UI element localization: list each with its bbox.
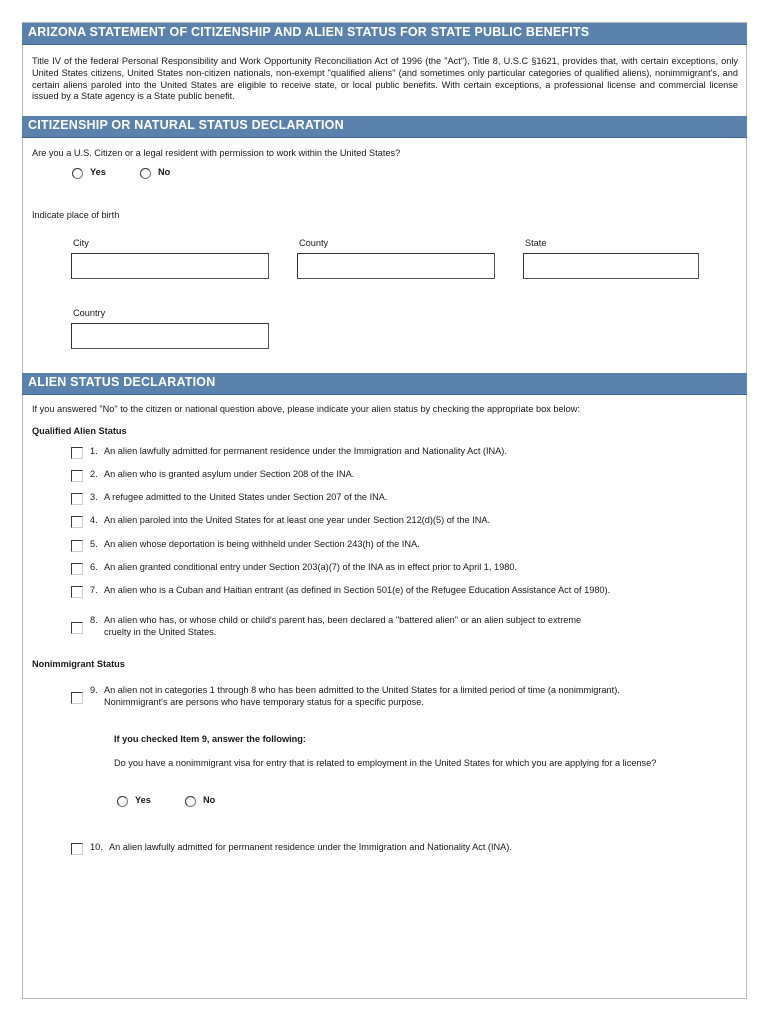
item-5-number: 5. — [90, 539, 98, 549]
item-10-checkbox[interactable] — [71, 843, 83, 855]
item-9-text-line2: Nonimmigrant's are persons who have temporary status for a specific purpose. — [104, 697, 424, 707]
citizen-no-radio[interactable] — [140, 168, 151, 179]
city-field[interactable] — [71, 253, 269, 279]
item-2-number: 2. — [90, 469, 98, 479]
item-8-text-line1: An alien who has, or whose child or child's parent has, been declared a "battered alien" or an alien subject to extreme — [104, 615, 582, 625]
item-9-text-line1: An alien not in categories 1 through 8 who has been admitted to the United States for a limited period of time (a nonimmigrant). — [104, 685, 620, 695]
state-label: State — [525, 238, 547, 248]
state-field[interactable] — [523, 253, 699, 279]
county-label: County — [299, 238, 329, 248]
item-6-number: 6. — [90, 562, 98, 572]
followup-heading: If you checked Item 9, answer the following: — [114, 734, 306, 744]
item-10-text: An alien lawfully admitted for permanent residence under the Immigration and Nationality Act (INA). — [109, 842, 512, 852]
birthplace-prompt: Indicate place of birth — [32, 210, 120, 220]
alien-section-title: ALIEN STATUS DECLARATION — [28, 375, 216, 389]
item-2-text: An alien who is granted asylum under Section 208 of the INA. — [104, 469, 355, 479]
intro-paragraph: Title IV of the federal Personal Responsibility and Work Opportunity Reconciliation Act of 1996 (the "Act"), Title 8, U.S.C §1621, provides that, with certain exceptions, only United States citizens, United States non-citizen nationals, non-exempt "qualified aliens" (and sometimes only particular categories of qualified aliens), nonimmigrant's, and certain aliens paroled into the United States are eligible to receive state, or local public benefits. With certain exceptions, a professional license and commercial license issued by a State agency is a State public benefit. — [32, 56, 738, 102]
item-4-text: An alien paroled into the United States for at least one year under Section 212(d)(5) of the INA. — [104, 515, 491, 525]
citizen-yes-label: Yes — [90, 167, 106, 177]
citizenship-section-title: CITIZENSHIP OR NATURAL STATUS DECLARATION — [28, 118, 344, 132]
item-8-checkbox[interactable] — [71, 622, 83, 634]
citizen-question: Are you a U.S. Citizen or a legal resident with permission to work within the United States? — [32, 148, 401, 158]
alien-instruction: If you answered "No" to the citizen or national question above, please indicate your alien status by checking the appropriate box below: — [32, 404, 580, 414]
item-2-checkbox[interactable] — [71, 470, 83, 482]
item-6-checkbox[interactable] — [71, 563, 83, 575]
form-title-bar — [22, 23, 747, 45]
citizen-yes-radio[interactable] — [72, 168, 83, 179]
item-1-text: An alien lawfully admitted for permanent residence under the Immigration and Nationality Act (INA). — [104, 446, 507, 456]
visa-no-radio[interactable] — [185, 796, 196, 807]
item-3-checkbox[interactable] — [71, 493, 83, 505]
item-4-number: 4. — [90, 515, 98, 525]
city-label: City — [73, 238, 89, 248]
item-1-checkbox[interactable] — [71, 447, 83, 459]
item-1-number: 1. — [90, 446, 98, 456]
visa-yes-label: Yes — [135, 795, 151, 805]
nonimmigrant-heading: Nonimmigrant Status — [32, 659, 125, 669]
followup-question: Do you have a nonimmigrant visa for entry that is related to employment in the United States for which you are applying for a license? — [114, 758, 657, 768]
item-8-number: 8. — [90, 615, 98, 625]
item-5-checkbox[interactable] — [71, 540, 83, 552]
form-title: ARIZONA STATEMENT OF CITIZENSHIP AND ALIEN STATUS FOR STATE PUBLIC BENEFITS — [28, 25, 590, 39]
country-label: Country — [73, 308, 106, 318]
item-6-text: An alien granted conditional entry under Section 203(a)(7) of the INA as in effect prior to April 1, 1980. — [104, 562, 518, 572]
country-field[interactable] — [71, 323, 269, 349]
county-field[interactable] — [297, 253, 495, 279]
item-7-checkbox[interactable] — [71, 586, 83, 598]
qualified-alien-heading: Qualified Alien Status — [32, 426, 127, 436]
item-3-text: A refugee admitted to the United States under Section 207 of the INA. — [104, 492, 388, 502]
item-8-text-line2: cruelty in the United States. — [104, 627, 217, 637]
citizen-no-label: No — [158, 167, 171, 177]
item-9-number: 9. — [90, 685, 98, 695]
visa-yes-radio[interactable] — [117, 796, 128, 807]
alien-section-bar — [22, 373, 747, 395]
item-5-text: An alien whose deportation is being withheld under Section 243(h) of the INA. — [104, 539, 420, 549]
citizenship-section-bar — [22, 116, 747, 138]
item-10-number: 10. — [90, 842, 103, 852]
item-4-checkbox[interactable] — [71, 516, 83, 528]
item-3-number: 3. — [90, 492, 98, 502]
item-7-text: An alien who is a Cuban and Haitian entrant (as defined in Section 501(e) of the Refugee Education Assistance Act of 1980). — [104, 585, 611, 595]
item-7-number: 7. — [90, 585, 98, 595]
visa-no-label: No — [203, 795, 216, 805]
item-9-checkbox[interactable] — [71, 692, 83, 704]
